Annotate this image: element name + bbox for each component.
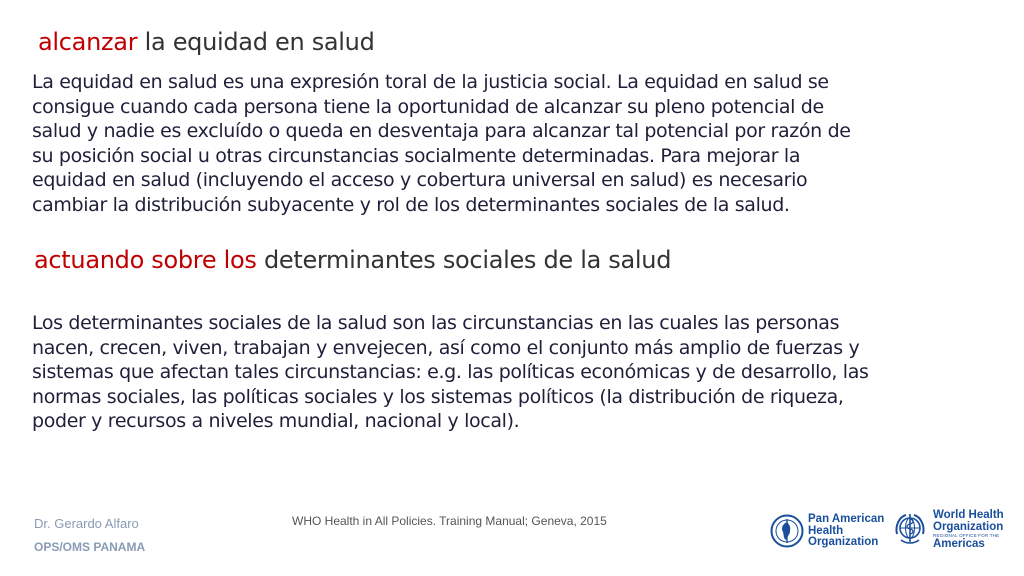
heading-accent: actuando sobre los xyxy=(34,246,257,274)
author-name: Dr. Gerardo Alfaro xyxy=(34,516,139,531)
who-logo xyxy=(891,510,1004,551)
heading-actuando-determinantes xyxy=(34,246,671,274)
paragraph-determinantes: Los determinantes sociales de la salud son las circunstancias en las cuales las personas nacen, crecen, viven, trabajan y envejecen, así como el conjunto más amplio de fuerzas y sistemas que afectan tales circunstancias: e.g. las políticas económicas y de desarrollo, las normas sociales, las políticas sociales y los sistemas políticos (la distribución de riqueza, poder y recursos a niveles mundial, nacional y local). xyxy=(32,312,869,433)
who-logo-text xyxy=(933,510,1004,551)
paho-logo-text xyxy=(808,514,884,549)
paho-logo-line: Health xyxy=(808,524,844,537)
heading-accent: alcanzar xyxy=(38,28,138,56)
who-emblem-icon xyxy=(891,510,929,550)
who-logo-line: Organization xyxy=(933,520,1004,533)
paho-logo-line: Organization xyxy=(808,536,879,548)
heading-alcanzar-equidad xyxy=(38,28,375,56)
who-logo-line: Americas xyxy=(933,538,985,550)
author-organization: OPS/OMS PANAMA xyxy=(34,540,146,554)
paho-emblem-icon xyxy=(770,514,804,548)
paho-logo-line: Pan American xyxy=(808,513,885,525)
heading-rest: determinantes sociales de la salud xyxy=(256,246,672,274)
who-logo-line: World Health xyxy=(933,509,1004,521)
paho-logo xyxy=(770,514,884,549)
heading-rest: la equidad en salud xyxy=(137,28,375,56)
who-logo-subline: REGIONAL OFFICE FOR THE xyxy=(933,533,1000,538)
citation: WHO Health in All Policies. Training Manual; Geneva, 2015 xyxy=(292,514,607,528)
paragraph-equidad: La equidad en salud es una expresión toral de la justicia social. La equidad en salud se consigue cuando cada persona tiene la oportunidad de alcanzar su pleno potencial de salud y nadie es excluído o queda en desventaja para alcanzar tal potencial por razón de su posición social u otras circunstancias socialmente determinadas. Para mejorar la equidad en salud (incluyendo el acceso y cobertura universal en salud) es necesario cambiar la distribución subyacente y rol de los determinantes sociales de la salud. xyxy=(32,71,851,216)
